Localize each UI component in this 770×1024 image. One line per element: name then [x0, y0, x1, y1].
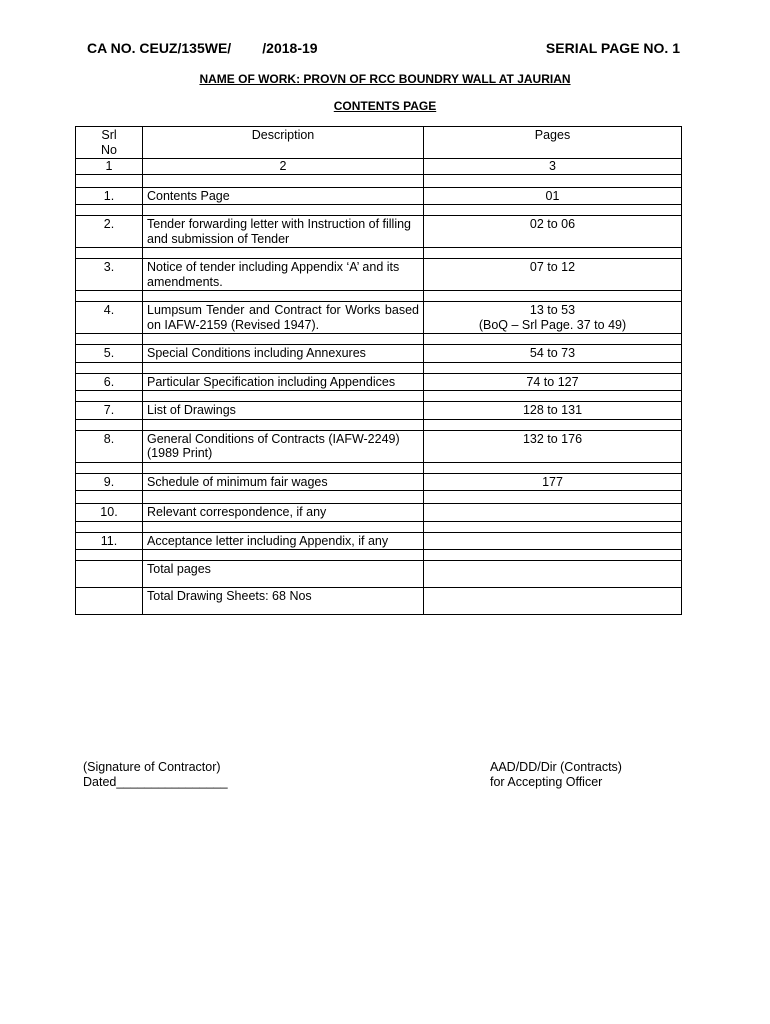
- table-row: [76, 473, 682, 491]
- spacer-cell: [424, 291, 682, 302]
- row-pages: 177: [424, 473, 682, 491]
- spacer-cell: [424, 248, 682, 259]
- row-description: Tender forwarding letter with Instruction of filling and submission of Tender: [143, 216, 424, 248]
- row-pages: 132 to 176: [424, 430, 682, 462]
- spacer-row: [76, 391, 682, 402]
- spacer-cell: [76, 205, 143, 216]
- table-row: [76, 259, 682, 291]
- officer-title: AAD/DD/Dir (Contracts): [490, 760, 622, 774]
- column-index-row: [76, 159, 682, 175]
- ca-number: CA NO. CEUZ/135WE/ /2018-19: [87, 40, 318, 56]
- spacer-cell: [424, 419, 682, 430]
- row-serial: 1.: [76, 187, 143, 205]
- header-pages: Pages: [424, 127, 682, 159]
- row-serial: 6.: [76, 373, 143, 391]
- spacer-cell: [76, 174, 143, 187]
- row-description: Special Conditions including Annexures: [143, 345, 424, 363]
- row-serial: 8.: [76, 430, 143, 462]
- spacer-row: [76, 248, 682, 259]
- spacer-cell: [143, 550, 424, 561]
- spacer-row: [76, 205, 682, 216]
- column-index: 1: [76, 159, 143, 175]
- column-index: 3: [424, 159, 682, 175]
- spacer-cell: [424, 205, 682, 216]
- total-drawing-sheets-row: [76, 588, 682, 615]
- spacer-cell: [424, 391, 682, 402]
- empty-cell: [76, 588, 143, 615]
- dated-line: Dated________________: [83, 774, 228, 789]
- spacer-cell: [143, 521, 424, 532]
- spacer-cell: [76, 521, 143, 532]
- row-description: Particular Specification including Appendices: [143, 373, 424, 391]
- table-row: [76, 187, 682, 205]
- spacer-cell: [424, 550, 682, 561]
- spacer-row: [76, 550, 682, 561]
- total-label: Total pages: [143, 561, 424, 588]
- table-row: [76, 532, 682, 550]
- spacer-cell: [424, 174, 682, 187]
- spacer-cell: [76, 334, 143, 345]
- row-description: Contents Page: [143, 187, 424, 205]
- row-pages: 07 to 12: [424, 259, 682, 291]
- table-row: [76, 402, 682, 420]
- accepting-officer-block: [490, 760, 622, 789]
- total-label: Total Drawing Sheets: 68 Nos: [143, 588, 424, 615]
- empty-cell: [424, 588, 682, 615]
- spacer-row: [76, 521, 682, 532]
- spacer-cell: [424, 462, 682, 473]
- row-serial: 5.: [76, 345, 143, 363]
- empty-cell: [76, 561, 143, 588]
- spacer-row: [76, 462, 682, 473]
- spacer-cell: [143, 462, 424, 473]
- spacer-cell: [76, 550, 143, 561]
- spacer-cell: [424, 521, 682, 532]
- table-header-row: [76, 127, 682, 159]
- row-pages: 02 to 06: [424, 216, 682, 248]
- row-pages: [424, 504, 682, 522]
- table-row: [76, 345, 682, 363]
- spacer-cell: [143, 291, 424, 302]
- column-index: 2: [143, 159, 424, 175]
- spacer-cell: [424, 334, 682, 345]
- spacer-cell: [76, 491, 143, 504]
- table-row: [76, 430, 682, 462]
- row-description: Relevant correspondence, if any: [143, 504, 424, 522]
- row-description: Lumpsum Tender and Contract for Works based on IAFW-2159 (Revised 1947).: [143, 302, 424, 334]
- spacer-cell: [143, 334, 424, 345]
- spacer-row: [76, 491, 682, 504]
- spacer-cell: [143, 362, 424, 373]
- total-pages-row: [76, 561, 682, 588]
- spacer-cell: [143, 391, 424, 402]
- spacer-cell: [76, 248, 143, 259]
- header-description: Description: [143, 127, 424, 159]
- table-row: [76, 373, 682, 391]
- row-pages: 128 to 131: [424, 402, 682, 420]
- table-row: [76, 302, 682, 334]
- row-serial: 7.: [76, 402, 143, 420]
- spacer-cell: [143, 491, 424, 504]
- contractor-signature-label: (Signature of Contractor): [83, 760, 221, 774]
- spacer-cell: [76, 419, 143, 430]
- spacer-cell: [76, 362, 143, 373]
- spacer-cell: [76, 462, 143, 473]
- row-description: Acceptance letter including Appendix, if any: [143, 532, 424, 550]
- row-description: General Conditions of Contracts (IAFW-2249) (1989 Print): [143, 430, 424, 462]
- spacer-row: [76, 334, 682, 345]
- row-serial: 10.: [76, 504, 143, 522]
- row-pages: 13 to 53 (BoQ – Srl Page. 37 to 49): [424, 302, 682, 334]
- spacer-row: [76, 419, 682, 430]
- spacer-cell: [424, 491, 682, 504]
- spacer-cell: [143, 248, 424, 259]
- row-serial: 11.: [76, 532, 143, 550]
- header-srl-no: Srl No: [76, 127, 143, 159]
- contractor-signature-block: [83, 760, 228, 789]
- row-pages: [424, 532, 682, 550]
- spacer-row: [76, 362, 682, 373]
- row-pages: 74 to 127: [424, 373, 682, 391]
- row-description: Schedule of minimum fair wages: [143, 473, 424, 491]
- spacer-cell: [76, 291, 143, 302]
- row-pages: 54 to 73: [424, 345, 682, 363]
- table-row: [76, 504, 682, 522]
- contents-title: CONTENTS PAGE: [333, 99, 437, 113]
- row-serial: 4.: [76, 302, 143, 334]
- row-pages: 01: [424, 187, 682, 205]
- spacer-cell: [143, 174, 424, 187]
- spacer-cell: [424, 362, 682, 373]
- row-serial: 3.: [76, 259, 143, 291]
- spacer-row: [76, 291, 682, 302]
- empty-cell: [424, 561, 682, 588]
- spacer-row: [76, 174, 682, 187]
- spacer-cell: [76, 391, 143, 402]
- row-description: List of Drawings: [143, 402, 424, 420]
- contents-table: [75, 126, 682, 615]
- table-row: [76, 216, 682, 248]
- row-serial: 2.: [76, 216, 143, 248]
- officer-role: for Accepting Officer: [490, 774, 603, 789]
- serial-page-number: SERIAL PAGE NO. 1: [545, 40, 680, 56]
- row-serial: 9.: [76, 473, 143, 491]
- spacer-cell: [143, 419, 424, 430]
- name-of-work: NAME OF WORK: PROVN OF RCC BOUNDRY WALL AT JAURIAN: [199, 72, 571, 86]
- row-description: Notice of tender including Appendix ‘A’ and its amendments.: [143, 259, 424, 291]
- spacer-cell: [143, 205, 424, 216]
